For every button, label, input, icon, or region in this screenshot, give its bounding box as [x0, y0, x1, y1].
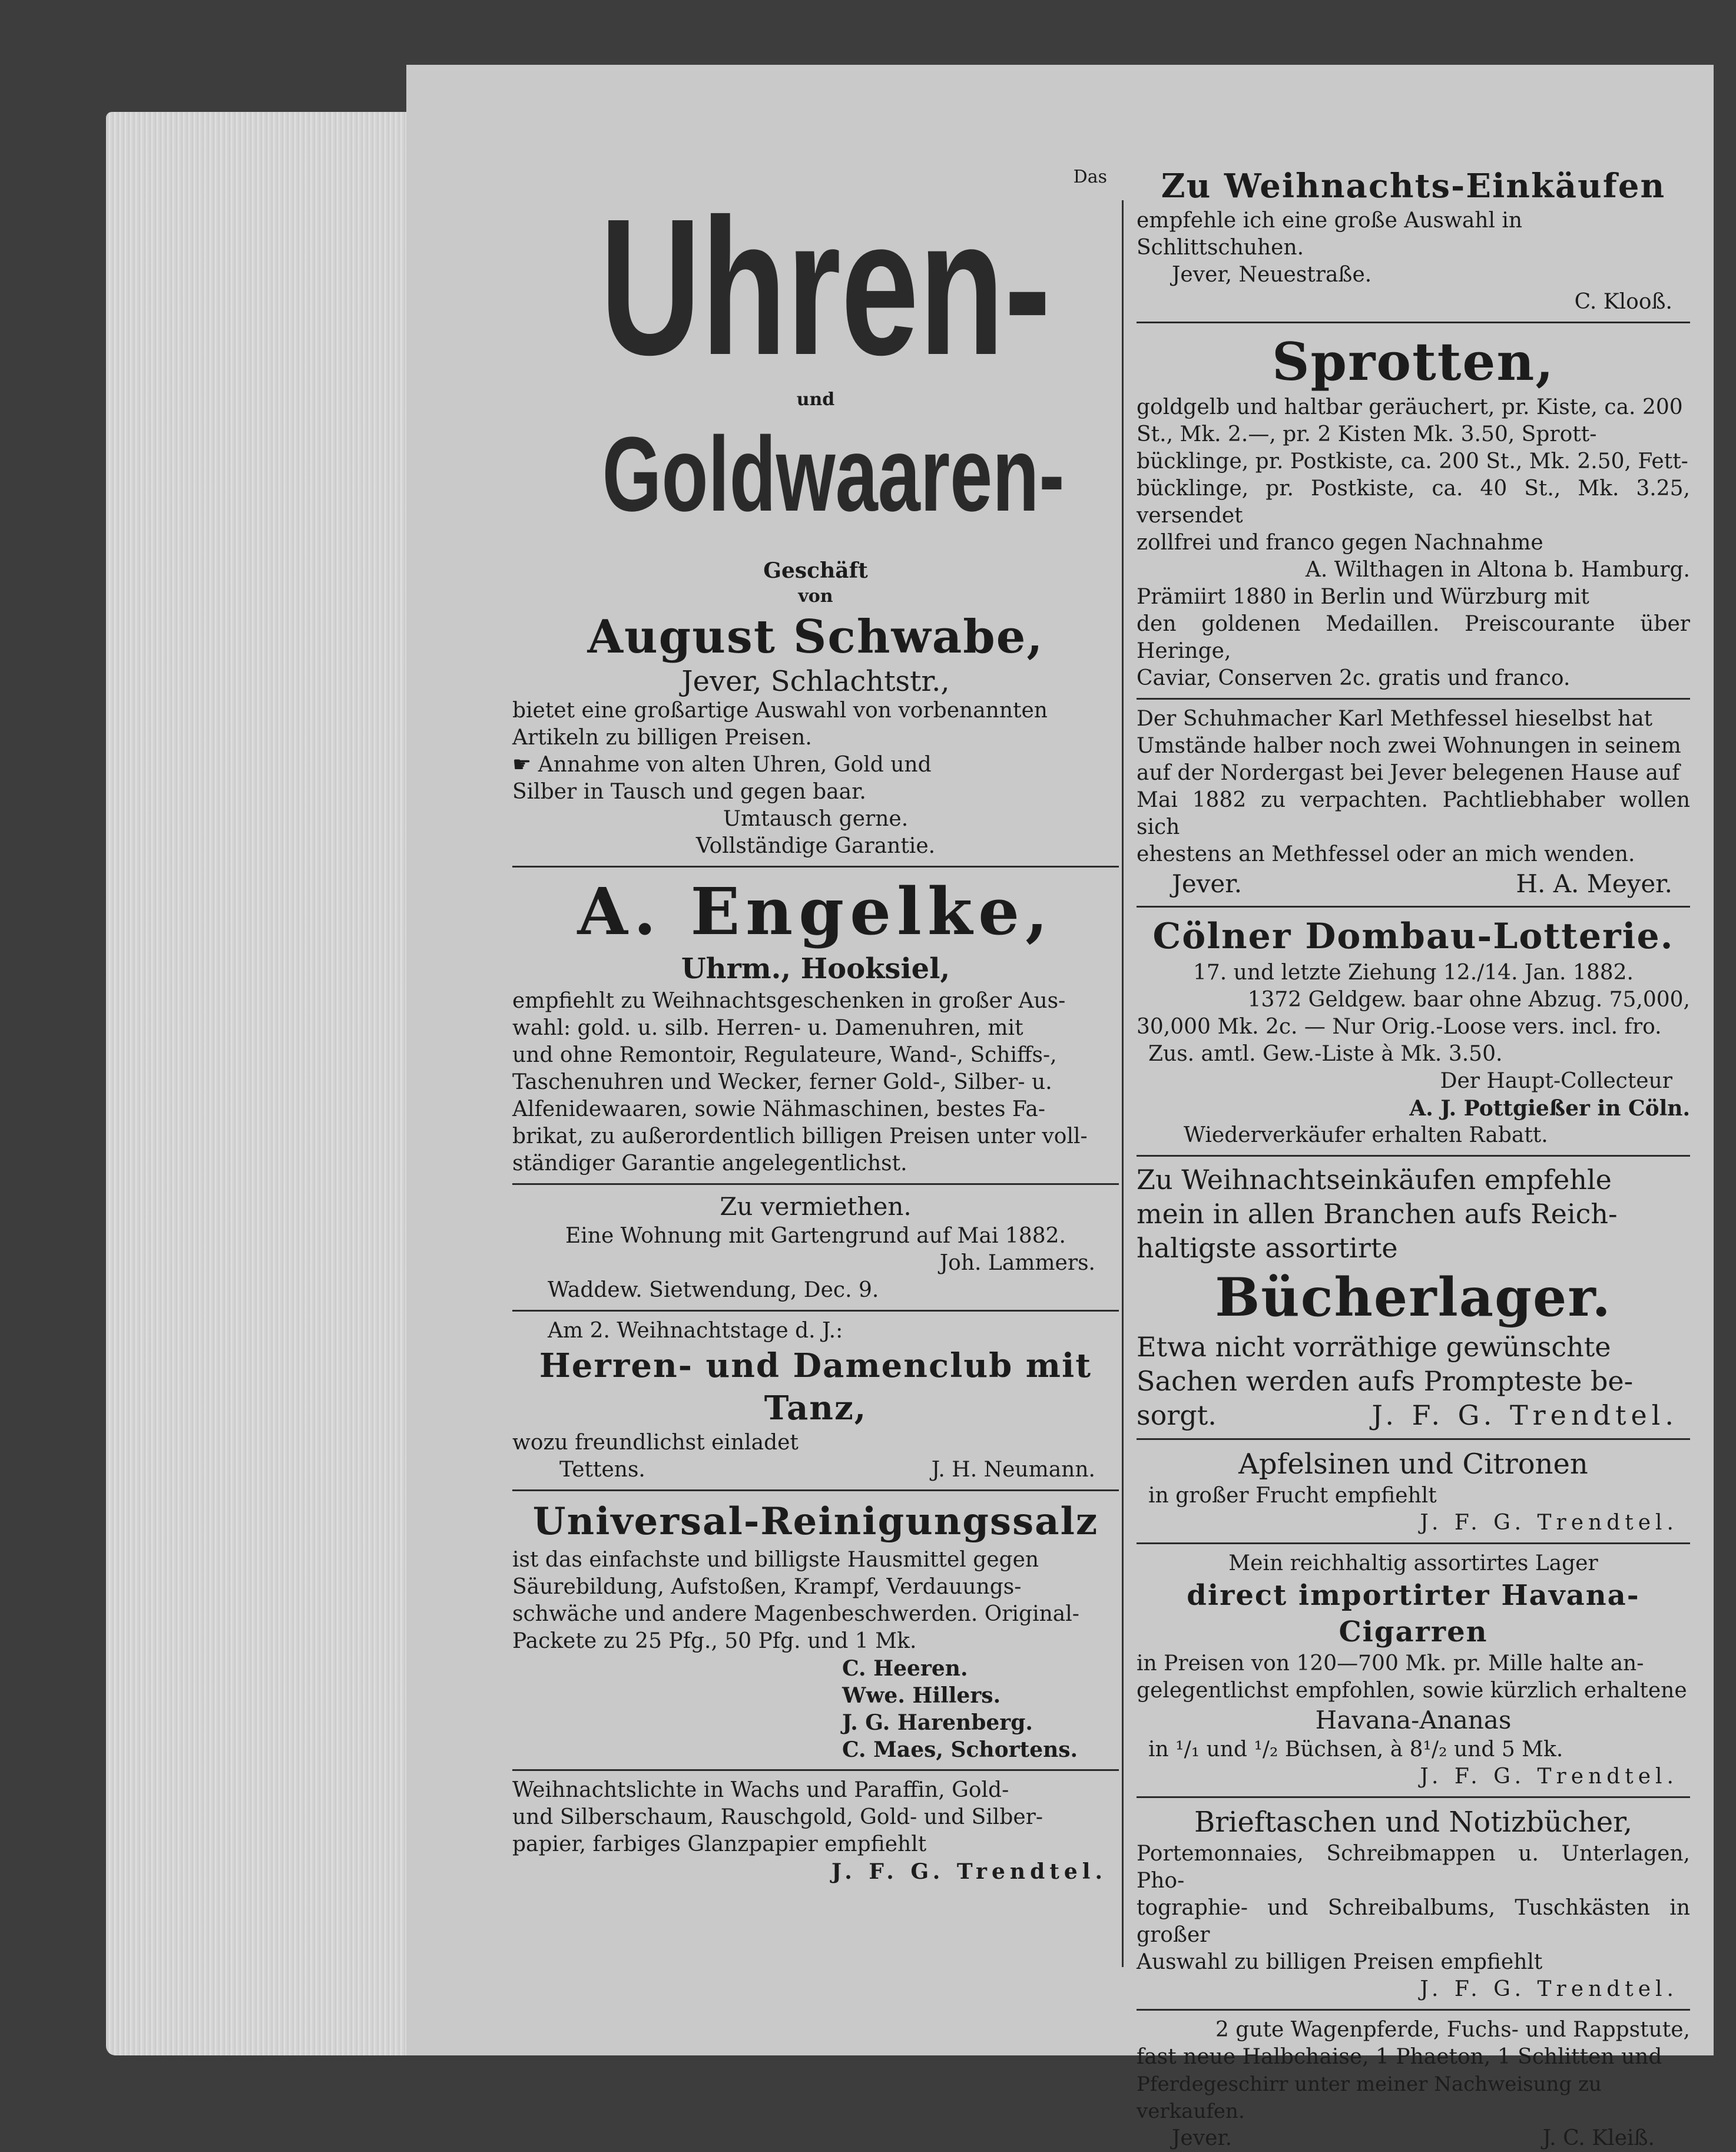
ad-wagenpferde	[1137, 2017, 1690, 2152]
ad-reinigungssalz-seller-3: J. G. Harenberg.	[842, 1710, 1033, 1735]
ad-pferde-name: J. C. Kleiß.	[1542, 2126, 1655, 2150]
ad-sprotten-more-2: den goldenen Medaillen. Preiscourante über Heringe,	[1137, 612, 1690, 663]
ad-schlittschuhe-line: empfehle ich eine große Auswahl in Schlittschuhen.	[1137, 208, 1523, 260]
ad-havana-cigarren	[1137, 1550, 1690, 1790]
ad-schlittschuhe-title: Zu Weihnachts-Einkäufen	[1161, 167, 1666, 206]
ad-sprotten-title: Sprotten,	[1271, 331, 1555, 392]
ad-sprotten-more-1: Prämiirt 1880 in Berlin und Würzburg mit	[1137, 585, 1589, 609]
ad-apfelsinen-line: in großer Frucht empfiehlt	[1148, 1484, 1437, 1508]
ad-separator	[512, 866, 1119, 868]
ad-methfessel-line-2: Umstände halber noch zwei Wohnungen in seinem	[1137, 734, 1681, 758]
ad-schwabe-annahme-line-2: Silber in Tausch und gegen baar.	[512, 780, 866, 804]
ad-buecher-line-1: Zu Weihnachtseinkäufen empfehle	[1137, 1164, 1612, 1196]
ad-vermiethen-title: Zu vermiethen.	[720, 1192, 912, 1221]
ad-methfessel-line-1: Der Schuhmacher Karl Methfessel hieselbst hat	[1137, 707, 1653, 731]
ad-weihnachtslichte-line-1: Weihnachtslichte in Wachs und Paraffin, Gold-	[512, 1778, 1009, 1802]
ad-reinigungssalz-line-4: Packete zu 25 Pfg., 50 Pfg. und 1 Mk.	[512, 1629, 917, 1653]
ad-methfessel-line-3: auf der Nordergast bei Jever belegenen Hause auf	[1137, 761, 1680, 785]
ad-lotterie-name: A. J. Pottgießer in Cöln.	[1409, 1096, 1690, 1121]
ad-brieftaschen-line-3: Auswahl zu billigen Preisen empfiehlt	[1137, 1950, 1543, 1974]
ad-separator	[1137, 322, 1690, 323]
ad-engelke	[512, 873, 1119, 1177]
ad-buecherlager	[1137, 1163, 1690, 1432]
ad-lotterie-title: Cölner Dombau-Lotterie.	[1152, 916, 1674, 957]
left-column	[512, 165, 1119, 1885]
ad-sprotten-line-1: goldgelb und haltbar geräuchert, pr. Kiste, ca. 200	[1137, 395, 1683, 419]
ad-lotterie-line-1: 17. und letzte Ziehung 12./14. Jan. 1882.	[1192, 961, 1634, 985]
ad-methfessel-line-4: Mai 1882 zu verpachten. Pachtliebhaber wollen sich	[1137, 788, 1690, 839]
ad-vermiethen-name: Joh. Lammers.	[939, 1251, 1095, 1275]
ad-separator	[512, 1769, 1119, 1771]
ad-lotterie-line-3: 30,000 Mk. 2c. — Nur Orig.-Loose vers. incl. fro.	[1137, 1015, 1662, 1039]
ad-schwabe-address: Jever, Schlachtstr.,	[681, 665, 950, 698]
ad-cigarren-ananas: Havana-Ananas	[1315, 1706, 1512, 1734]
book-page-edges	[106, 112, 424, 2055]
ad-brieftaschen-name: J. F. G. Trendtel.	[1420, 1977, 1678, 2001]
ad-geschaeft-label: Geschäft	[763, 558, 868, 583]
ad-separator	[1137, 698, 1690, 700]
ad-schlittschuhe	[1137, 165, 1690, 316]
ad-reinigungssalz-line-2: Säurebildung, Aufstoßen, Krampf, Verdauungs-	[512, 1575, 1022, 1599]
ad-sprotten	[1137, 329, 1690, 692]
ad-lotterie-line-4: Zus. amtl. Gew.-Liste à Mk. 3.50.	[1148, 1042, 1503, 1066]
ad-schwabe-line-1: bietet eine großartige Auswahl von vorbenannten	[512, 698, 1048, 723]
ad-pferde-line-2: fast neue Halbchaise, 1 Phaeton, 1 Schlitten und	[1137, 2045, 1662, 2069]
newspaper-page	[406, 65, 1714, 2150]
ad-separator	[1137, 1438, 1690, 1440]
ad-pferde-line-3: Pferdegeschirr unter meiner Nachweisung zu verkaufen.	[1137, 2072, 1602, 2123]
ad-engelke-line-1: empfiehlt zu Weihnachtsgeschenken in großer Aus-	[512, 989, 1066, 1013]
ad-sprotten-sender: A. Wilthagen in Altona b. Hamburg.	[1305, 558, 1690, 582]
ad-schwabe-annahme-line-1: ☛ Annahme von alten Uhren, Gold und	[512, 753, 932, 777]
ad-lotterie-note: Wiederverkäufer erhalten Rabatt.	[1184, 1123, 1548, 1147]
ad-buecher-more-1: Etwa nicht vorräthige gewünschte	[1137, 1331, 1611, 1363]
ad-und-label: und	[796, 389, 835, 410]
ad-pferde-line-1: 2 gute Wagenpferde, Fuchs- und Rappstute,	[1215, 2018, 1690, 2042]
ad-uhren-title: Uhren-	[599, 190, 1051, 384]
ad-brieftaschen-line-2: tographie- und Schreibalbums, Tuschkästen in großer	[1137, 1896, 1690, 1947]
ad-reinigungssalz-seller-4: C. Maes, Schortens.	[842, 1737, 1078, 1762]
ad-separator	[1137, 1796, 1690, 1798]
ad-weihnachtslichte-name: J. F. G. Trendtel.	[831, 1859, 1107, 1884]
ad-sprotten-more-3: Caviar, Conserven 2c. gratis und franco.	[1137, 666, 1571, 690]
ad-separator	[1137, 2009, 1690, 2011]
ad-schwabe-line-2: Artikeln zu billigen Preisen.	[512, 726, 812, 750]
ad-pferde-place: Jever.	[1172, 2126, 1233, 2150]
ad-weihnachtslichte-line-3: papier, farbiges Glanzpapier empfiehlt	[512, 1832, 927, 1856]
ad-apfelsinen-name: J. F. G. Trendtel.	[1420, 1511, 1678, 1535]
ad-weihnachtslichte-line-2: und Silberschaum, Rauschgold, Gold- und Silber-	[512, 1805, 1043, 1829]
ad-buecher-name: J. F. G. Trendtel.	[1371, 1399, 1678, 1431]
ad-apfelsinen-title: Apfelsinen und Citronen	[1238, 1448, 1588, 1481]
ad-engelke-line-6: brikat, zu außerordentlich billigen Preisen unter voll-	[512, 1124, 1088, 1148]
ad-schwabe-umtausch: Umtausch gerne.	[723, 807, 909, 831]
ad-herrenclub-name: J. H. Neumann.	[931, 1458, 1095, 1482]
ad-methfessel-name: H. A. Meyer.	[1516, 869, 1672, 898]
ad-herrenclub-title: Herren- und Damenclub mit Tanz,	[539, 1346, 1092, 1428]
right-column	[1137, 165, 1690, 2152]
ad-cigarren-line-2: in Preisen von 120—700 Mk. pr. Mille halte an-	[1137, 1651, 1644, 1676]
ad-schlittschuhe-place: Jever, Neuestraße.	[1172, 263, 1372, 287]
ad-engelke-line-5: Alfenidewaaren, sowie Nähmaschinen, bestes Fa-	[512, 1097, 1046, 1121]
ad-reinigungssalz	[512, 1497, 1119, 1763]
ad-sprotten-line-4: bücklinge, pr. Postkiste, ca. 40 St., Mk. 3.25, versendet	[1137, 476, 1690, 528]
ad-schlittschuhe-name: C. Klooß.	[1574, 290, 1672, 314]
ad-brieftaschen-title: Brieftaschen und Notizbücher,	[1194, 1806, 1633, 1839]
ad-engelke-line-3: und ohne Remontoir, Regulateure, Wand-, Schiffs-,	[512, 1043, 1057, 1067]
ad-buecher-last: sorgt.	[1137, 1399, 1217, 1431]
ad-buecher-title: Bücherlager.	[1215, 1266, 1612, 1329]
ad-cigarren-line-1: Mein reichhaltig assortirtes Lager	[1228, 1551, 1598, 1575]
ad-separator	[512, 1310, 1119, 1312]
ad-reinigungssalz-seller-1: C. Heeren.	[842, 1656, 968, 1681]
ad-schwabe-garantie: Vollständige Garantie.	[695, 834, 936, 858]
ad-herrenclub-line: wozu freundlichst einladet	[512, 1431, 799, 1455]
ad-buecher-more-2: Sachen werden aufs Prompteste be-	[1137, 1365, 1634, 1397]
ad-apfelsinen	[1137, 1446, 1690, 1537]
ad-reinigungssalz-line-3: schwäche und andere Magenbeschwerden. Original-	[512, 1602, 1079, 1626]
ad-separator	[512, 1489, 1119, 1491]
ad-separator	[1137, 906, 1690, 908]
ad-engelke-line-7: ständiger Garantie angelegentlichst.	[512, 1151, 907, 1176]
ad-lotterie-line-2: 1372 Geldgew. baar ohne Abzug. 75,000,	[1247, 988, 1690, 1012]
ad-goldwaaren-title: Goldwaaren-	[602, 416, 1065, 534]
ad-vermiethen	[512, 1191, 1119, 1304]
ad-sprotten-line-3: bücklinge, pr. Postkiste, ca. 200 St., Mk. 2.50, Fett-	[1137, 449, 1688, 474]
ad-dombau-lotterie	[1137, 913, 1690, 1149]
ad-brieftaschen-line-1: Portemonnaies, Schreibmappen u. Unterlagen, Pho-	[1137, 1842, 1690, 1893]
ad-separator	[1137, 1542, 1690, 1544]
ad-brieftaschen	[1137, 1804, 1690, 2003]
ad-cigarren-price: in ¹/₁ und ¹/₂ Büchsen, à 8¹/₂ und 5 Mk.	[1148, 1737, 1563, 1762]
ad-von-label: von	[798, 586, 833, 607]
ad-cigarren-title: direct importirter Havana-Cigarren	[1187, 1579, 1640, 1648]
ad-sprotten-line-2: St., Mk. 2.—, pr. 2 Kisten Mk. 3.50, Sprott-	[1137, 422, 1597, 446]
ad-vermiethen-line: Eine Wohnung mit Gartengrund auf Mai 1882.	[565, 1224, 1066, 1248]
ad-reinigungssalz-title: Universal-Reinigungssalz	[532, 1499, 1099, 1544]
ad-buecher-line-3: haltigste assortirte	[1137, 1232, 1398, 1264]
ad-methfessel-line-5: ehestens an Methfessel oder an mich wenden.	[1137, 842, 1635, 866]
ad-cigarren-line-3: gelegentlichst empfohlen, sowie kürzlich erhaltene	[1137, 1678, 1687, 1703]
ad-august-schwabe-name: August Schwabe,	[587, 610, 1044, 664]
ad-vermiethen-place: Waddew. Sietwendung, Dec. 9.	[548, 1278, 879, 1302]
ad-herrenclub	[512, 1317, 1119, 1484]
ad-reinigungssalz-seller-2: Wwe. Hillers.	[842, 1683, 1001, 1708]
ad-buecher-line-2: mein in allen Branchen aufs Reich-	[1137, 1198, 1618, 1230]
ad-herrenclub-place: Tettens.	[559, 1458, 645, 1482]
ad-engelke-line-2: wahl: gold. u. silb. Herren- u. Damenuhren, mit	[512, 1016, 1023, 1040]
ad-engelke-name: A. Engelke,	[577, 873, 1054, 949]
ad-separator	[512, 1183, 1119, 1185]
ad-sprotten-line-5: zollfrei und franco gegen Nachnahme	[1137, 531, 1543, 555]
ad-methfessel	[1137, 706, 1690, 900]
ad-cigarren-name: J. F. G. Trendtel.	[1420, 1764, 1678, 1789]
ad-herrenclub-pre: Am 2. Weihnachtstage d. J.:	[548, 1319, 843, 1343]
ad-reinigungssalz-line-1: ist das einfachste und billigste Hausmittel gegen	[512, 1548, 1039, 1572]
ad-separator	[1137, 1155, 1690, 1157]
ad-lotterie-role: Der Haupt-Collecteur	[1440, 1069, 1672, 1093]
ad-weihnachtslichte	[512, 1777, 1119, 1885]
column-divider	[1122, 200, 1124, 1967]
ad-uhren-goldwaaren	[512, 165, 1119, 860]
ad-engelke-sub: Uhrm., Hooksiel,	[681, 952, 950, 985]
ad-methfessel-place: Jever.	[1172, 869, 1243, 898]
ad-engelke-line-4: Taschenuhren und Wecker, ferner Gold-, Silber- u.	[512, 1070, 1052, 1094]
ad-das-label: Das	[1073, 167, 1107, 187]
pointing-hand-icon: ☛	[512, 753, 532, 777]
